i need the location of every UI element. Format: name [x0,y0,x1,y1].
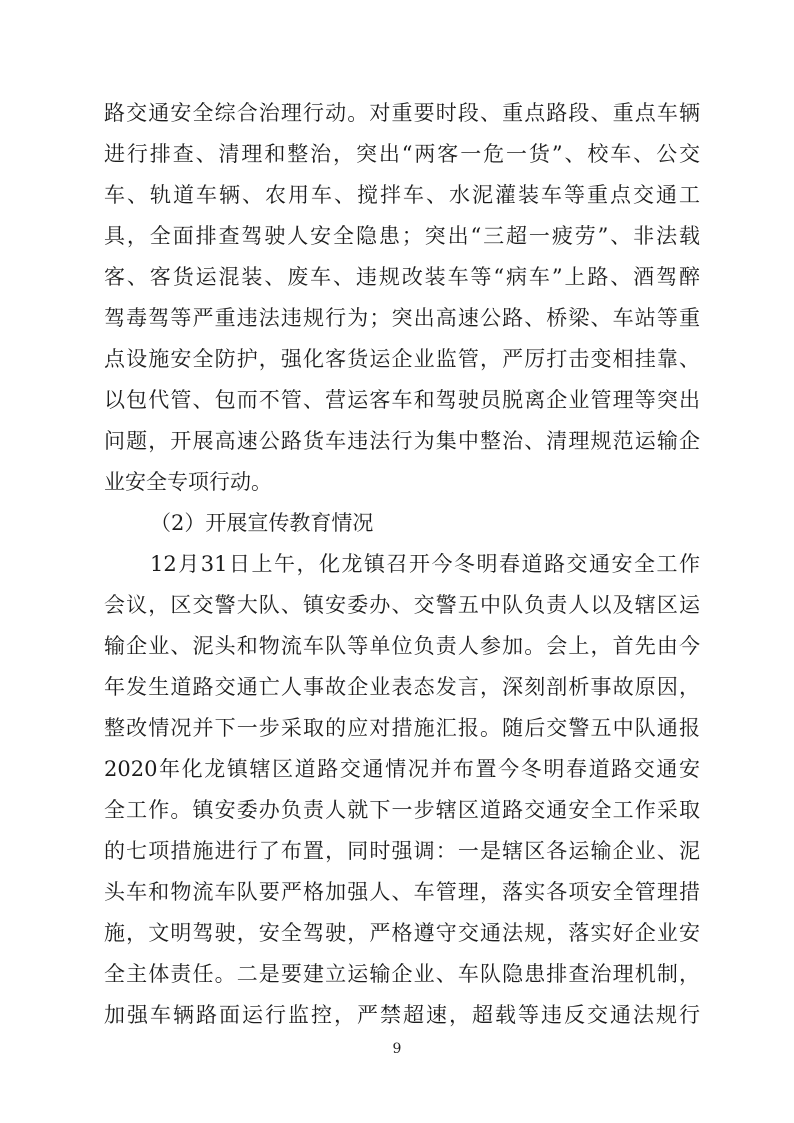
text-line: 全主体责任。二是要建立运输企业、车队隐患排查治理机制， [104,962,700,986]
text-line: 问题，开展高速公路货车违法行为集中整治、清理规范运输企 [104,429,700,453]
text-line: 全工作。镇安委办负责人就下一步辖区道路交通安全工作采取 [104,798,700,822]
text-line: 的七项措施进行了布置，同时强调：一是辖区各运输企业、泥 [104,839,700,863]
text-line: 客、客货运混装、废车、违规改装车等“病车”上路、酒驾醉 [104,265,700,289]
text-line: 整改情况并下一步采取的应对措施汇报。随后交警五中队通报 [104,716,700,740]
section-heading: （2）开展宣传教育情况 [150,511,374,535]
text-line: 年发生道路交通亡人事故企业表态发言，深刻剖析事故原因， [104,675,700,699]
document-body [104,93,700,1036]
text-line: 以包代管、包而不管、营运客车和驾驶员脱离企业管理等突出 [104,388,700,412]
text-line: 具，全面排查驾驶人安全隐患；突出“三超一疲劳”、非法载 [104,224,700,248]
text-line: 输企业、泥头和物流车队等单位负责人参加。会上，首先由今 [104,634,700,658]
page-number: 9 [392,1041,402,1057]
text-line: 加强车辆路面运行监控，严禁超速，超载等违反交通法规行 [104,1003,700,1027]
text-line: 驾毒驾等严重违法违规行为；突出高速公路、桥梁、车站等重 [104,306,700,330]
text-line: 2020年化龙镇辖区道路交通情况并布置今冬明春道路交通安 [104,757,700,781]
text-line: 施，文明驾驶，安全驾驶，严格遵守交通法规，落实好企业安 [104,921,700,945]
text-line: 点设施安全防护，强化客货运企业监管，严厉打击变相挂靠、 [104,347,700,371]
text-line: 进行排查、清理和整治，突出“两客一危一货”、校车、公交 [104,142,700,166]
text-line: 头车和物流车队要严格加强人、车管理，落实各项安全管理措 [104,880,700,904]
text-line: 车、轨道车辆、农用车、搅拌车、水泥灌装车等重点交通工 [104,183,700,207]
text-line: 业安全专项行动。 [104,470,272,494]
text-line: 路交通安全综合治理行动。对重要时段、重点路段、重点车辆 [104,101,700,125]
text-line: 会议，区交警大队、镇安委办、交警五中队负责人以及辖区运 [104,593,700,617]
text-line: 12月31日上午，化龙镇召开今冬明春道路交通安全工作 [150,552,700,576]
